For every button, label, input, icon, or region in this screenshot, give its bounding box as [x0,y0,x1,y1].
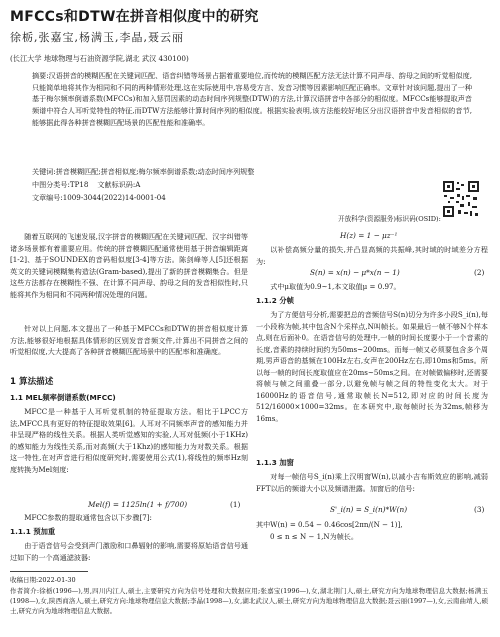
abstract: 摘要:汉语拼音的模糊匹配在关键词匹配、语音纠错等场景占据着重要地位,而传统的模糊匹配方法无法计算不同声母、韵母之间的听觉相似度,只能简单地将其作为相同和不同的两种情形处理,这在实际使用中,容易受方言、发音习惯等因素影响匹配正确率。文章针对该问题,提出了一种基于梅尔频率倒谱系数(MFCCs)和加入惩罚因素的动态时间序列规整(DTW)的方法,计算汉语拼音中各部分的相似度。MFCCs能够提取声音频谱中符合人耳听觉特性的特征,而DTW方法能够计算时间序列的相似度。根据实验表明,该方法能较好地区分出汉语拼音中发音相似的音节,能够据此得各种拼音模糊匹配场景的匹配性能和准确率。 [32,71,472,127]
affiliation: (长江大学 地球物理与石油资源学院,湖北 武汉 430100) [10,54,189,63]
equation-2-number: (2) [474,268,485,277]
classification-line [32,180,332,190]
mfcc-steps-intro: MFCC参数的提取通常包含以下步骤[7]: [24,513,152,522]
author-list: 徐栃,张嘉宝,杨满玉,李晶,聂云丽 [10,31,184,44]
framing-paragraph: 为了方便信号分析,需要把总的音频信号S(n)切分为许多小段S_i(n),每一小段称为帧,其中包含N个采样点,N叫帧长。如果最后一帧不够N个样本点,则在后面补0。在语音信号的处理中,一帧的时间长度要小于一个音素的长度,音素的持续时间约为50ms~200ms。而每一帧又必须要包含多个周期,男声语音的基频在100Hz左右,女声在200Hz左右,即10ms和5ms。所以每一帧的时间长度取值应在20ms~50ms之间。在对帧做偏移时,还需要将帧与帧之间重叠一部分,以避免帧与帧之间的特性变化太大。对于16000Hz的语音信号,通常取帧长N=512,即对应的时间长度为512/16000×1000=32ms。在本研究中,取每帧时长为32ms,帧移为16ms。 [256,310,488,423]
subsection-heading-1-1: 1.1 MEL频率倒谱系数(MFCC) [10,393,116,402]
highpass-paragraph: 以补偿高频分量的损失,并凸显高频的共振峰,其时域的时域差分方程为: [256,245,488,266]
equation-1: Mel(f) = 1125ln(1 + f/700) [88,500,188,509]
subsection-heading-1-1-3: 1.1.3 加窗 [256,458,294,467]
author-biographies: 作者简介:徐栃(1996—),男,四川内江人,硕士,主要研究方向为信号处理和大数据应用;张嘉宝(1996—),女,湖北荆门人,硕士,研究方向为地球物理信息大数据;杨满玉(1998—),女,陕西商洛人,硕士,研究方向:地球物理信息大数据;李晶(1998—),女,湖北武汉人,硕士,研究方向为地球物理信息大数据;聂云丽(1997—),女,云南曲靖人,硕士,研究方向为地球物理信息大数据。 [10,587,488,616]
intro-paragraph-2: 针对以上问题,本文提出了一种基于MFCCs和DTW的拼音相似度计算方法,能够很好地根据具体情形的区别发音音频文件,计算出不同拼音之间的听觉相似度,大大提高了各种拼音模糊匹配场景中的匹配率和准确度。 [10,324,248,357]
footnote-divider [10,571,88,572]
equation-highpass: H(z) = 1 − μz⁻¹ [340,231,398,240]
received-date: 收稿日期:2022-01-30 [10,576,76,584]
mfcc-paragraph: MFCC是一种基于人耳听觉机制的特征提取方法。相比于LPCC方法,MFCC具有更好的特征提取效果[6]。人耳对不同频率声音的感知能力并非呈现严格的线性关系。根据人类听觉感知的实验,人耳对低频(小于1KHz)的感知能力为线性关系,而对高频(大于1Khz)的感知能力为对数关系。根据这一特性,在对声音进行相似度研究时,需要使用公式(1),将线性的频率Hz刻度转换为Mel刻度: [10,407,248,474]
equation-1-number: (1) [230,500,241,509]
osid-label: 开放科学(资源服务)标识码(OSID): [338,215,441,223]
subsection-heading-1-1-2: 1.1.2 分帧 [256,296,294,305]
hamming-window-definition [256,519,488,542]
windowing-paragraph: 对每一帧信号S_i(n)乘上汉明窗W(n),以减小吉布斯效应的影响,减弱FFT以后的频谱大小以及频谱泄露。加窗后的信号: [256,472,488,493]
osid-qr-code [442,180,480,218]
keywords: 关键词:拼音模糊匹配;拼音相似度;梅尔频率倒谱系数;动态时间序列规整 [32,167,255,176]
intro-paragraph-1: 随着互联网的飞速发展,汉字拼音的模糊匹配在关键词匹配、汉字纠错等诸多场景都有着重要应用。传统的拼音模糊匹配通常使用基于拼音编辑距离[1-2]、基于SOUNDEX的音码相似度[3-4]等方法。陈剑峰等人[5]还根据英文的关键词模糊集构造法(Gram-based),提出了新的拼音模糊集合。但是这些方法都存在模糊性不强、在计算不同声母、韵母之间的发音相似性时,只能将其作为相同和不同两种情况处理的问题。 [10,232,248,299]
paper-title: MFCCs和DTW在拼音相似度中的研究 [10,9,259,25]
article-number: 文章编号:1009-3044(2022)14-0001-04 [32,193,166,202]
clc-number: 中图分类号:TP18 [32,180,89,189]
equation-2: S(n) = x(n) − μ*x(n − 1) [310,268,400,277]
pre-emphasis-paragraph: 由于语音信号会受到声门激励和口鼻辐射的影响,需要将原始语音信号通过如下的一个高通滤波器: [10,541,248,562]
section-heading-1: 1 算法描述 [10,377,54,387]
mu-value-paragraph: 式中μ取值为0.9~1,本文取值μ = 0.97。 [270,282,401,291]
subsection-heading-1-1-1: 1.1.1 预加重 [10,527,56,536]
hamming-range-line: 0 ≤ n ≤ N − 1,N为帧长。 [270,531,358,541]
equation-3: S'_i(n) = S_i(n)*W(n) [330,505,408,514]
hamming-formula-line: 其中W(n) = 0.54 − 0.46cos[2πn/(N − 1)], [256,520,403,529]
document-code: 文献标识码:A [97,180,141,189]
equation-3-number: (3) [474,505,485,514]
